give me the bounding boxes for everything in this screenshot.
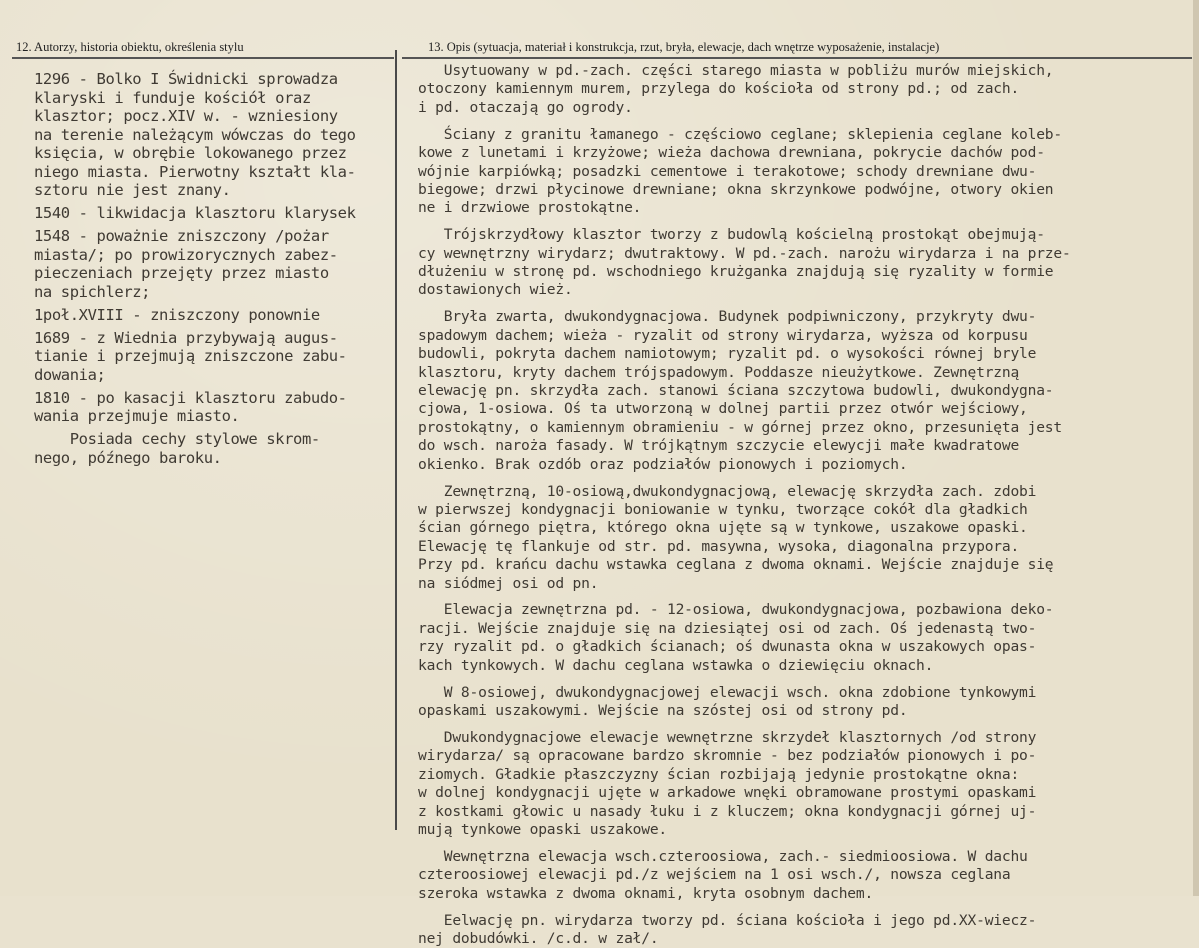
text-line: ziomych. Gładkie płaszczyzny ścian rozbijają jedynie prostokątne okna: <box>418 765 1020 783</box>
text-line: wania przejmuje miasto. <box>34 407 240 425</box>
text-line: wójnie karpiówką; posadzki cementowe i terakotowe; schody drewniane dwu- <box>418 162 1037 180</box>
column-divider <box>395 50 397 830</box>
text-line: prostokątny, o kamiennym obramieniu - w górnej przez okno, przesunięta jest <box>418 418 1062 436</box>
text-line: nego, późnego baroku. <box>34 448 222 467</box>
text-line: elewację pn. skrzydła zach. stanowi ściana szczytowa budowli, dwukondygna- <box>418 382 1054 399</box>
description-paragraph <box>418 62 1193 117</box>
text-line: z kostkami głowic u nasady łuku i z kluczem; okna kondygnacji górnej uj- <box>418 802 1037 820</box>
section-13-header: 13. Opis (sytuacja, materiał i konstrukcja, rzut, bryła, elewacje, dach wnętrze wyposażenie, instalacje) <box>428 40 940 54</box>
paragraph-gap <box>418 218 1193 227</box>
text-line: pieczeniach przejęty przez miasto <box>34 264 329 282</box>
description-paragraph <box>418 684 1193 721</box>
description-paragraph <box>418 848 1193 903</box>
text-line: Bryła zwarta, dwukondygnacjowa. Budynek podpiwniczony, przykryty dwu- <box>418 308 1037 326</box>
text-line: kach tynkowych. W dachu ceglana wstawka o dziewięciu oknach. <box>418 656 934 674</box>
description-paragraph <box>418 126 1193 218</box>
history-entry <box>34 306 392 325</box>
text-line: biegowe; drzwi płycinowe drewniane; okna skrzynkowe podwójne, otwory okien <box>418 180 1054 198</box>
text-line: Wewnętrzna elewacja wsch.czteroosiowa, zach.- siedmioosiowa. W dachu <box>418 847 1028 865</box>
text-line: Trójskrzydłowy klasztor tworzy z budowlą kościelną prostokąt obejmują- <box>418 226 1045 244</box>
page-edge <box>1193 0 1199 896</box>
text-line: Eelwację pn. wirydarza tworzy pd. ściana kościoła i jego pd.XX-wiecz- <box>418 911 1037 929</box>
text-line: opaskami uszakowymi. Wejście na szóstej osi od strony pd. <box>418 702 908 719</box>
text-line: Posiada cechy stylowe skrom- <box>34 430 320 448</box>
text-line: nej dobudówki. /c.d. w zał/. <box>418 929 659 947</box>
paragraph-gap <box>418 903 1193 912</box>
history-entry <box>34 70 392 200</box>
text-line: mują tynkowe opaski uszakowe. <box>418 820 667 838</box>
text-line: niego miasta. Pierwotny kształt kla- <box>34 162 356 181</box>
description-paragraph <box>418 912 1193 948</box>
text-line: racji. Wejście znajduje się na dziesiątej osi od zach. Oś jedenastą two- <box>418 619 1037 637</box>
text-line: dowania; <box>34 365 106 384</box>
text-line: rzy ryzalit pd. o gładkich ścianach; oś dwunasta okna w uszakowych opas- <box>418 638 1037 656</box>
text-line: ne i drzwiowe prostokątne. <box>418 199 642 217</box>
text-line: klaryski i funduje kościół oraz <box>34 88 311 107</box>
history-entry <box>34 329 392 385</box>
text-line: Przy pd. krańcu dachu wstawka ceglana z dwoma oknami. Wejście znajduje się <box>418 556 1054 574</box>
history-entry <box>34 389 392 426</box>
paragraph-gap <box>418 675 1193 684</box>
history-column <box>34 70 392 467</box>
text-line: Elewacja zewnętrzna pd. - 12-osiowa, dwukondygnacjowa, pozbawiona deko- <box>418 601 1054 619</box>
header-underline-left <box>12 57 394 59</box>
text-line: klasztoru, kryty dachem trójspadowym. Poddasze nieużytkowe. Zewnętrzną <box>418 363 1020 381</box>
paragraph-gap <box>418 300 1193 309</box>
text-line: 1810 - po kasacji klasztoru zabudo- <box>34 388 347 407</box>
text-line: spadowym dachem; wieża - ryzalit od strony wirydarza, wyższa od korpusu <box>418 326 1028 344</box>
paragraph-gap <box>418 720 1193 729</box>
text-line: 1poł.XVIII - zniszczony ponownie <box>34 305 320 324</box>
paragraph-gap <box>418 593 1193 602</box>
description-paragraph <box>418 308 1193 474</box>
text-line: klasztor; pocz.XIV w. - wzniesiony <box>34 107 338 125</box>
description-paragraph <box>418 601 1193 675</box>
text-line: budowli, pokryta dachem namiotowym; ryzalit pd. o wysokości równej bryle <box>418 345 1037 363</box>
text-line: otoczony kamiennym murem, przylega do kościoła od strony pd.; od zach. <box>418 80 1020 98</box>
description-column <box>418 62 1193 948</box>
description-paragraph <box>418 483 1193 593</box>
text-line: dostawionych wież. <box>418 281 573 299</box>
text-line: Ściany z granitu łamanego - częściowo ceglane; sklepienia ceglane koleb- <box>418 125 1062 143</box>
text-line: 1689 - z Wiednia przybywają augus- <box>34 328 338 347</box>
text-line: w pierwszej kondygnacji boniowanie w tynku, tworzące cokół dla gładkich <box>418 500 1028 518</box>
text-line: tianie i przejmują zniszczone zabu- <box>34 347 347 365</box>
history-entry <box>34 204 392 223</box>
text-line: ścian górnego piętra, którego okna ujęte są w tynkowe, uszakowe opaski. <box>418 519 1028 537</box>
text-line: Elewację tę flankuje od str. pd. masywna, wysoka, diagonalna przypora. <box>418 537 1020 555</box>
text-line: na spichlerz; <box>34 282 151 301</box>
paragraph-gap <box>418 839 1193 848</box>
text-line: na terenie należącym wówczas do tego <box>34 125 356 144</box>
text-line: na siódmej osi od pn. <box>418 574 599 592</box>
text-line: cjowa, 1-osiowa. Oś ta utworzoną w dolnej partii przez otwór wejściowy, <box>418 400 1028 418</box>
paragraph-gap <box>418 474 1193 483</box>
text-line: czteroosiowej elewacji pd./z wejściem na 1 osi wsch./, nowsza ceglana <box>418 866 1011 884</box>
text-line: 1296 - Bolko I Świdnicki sprowadza <box>34 70 338 88</box>
text-line: 1548 - poważnie zniszczony /pożar <box>34 227 329 245</box>
text-line: W 8-osiowej, dwukondygnacjowej elewacji wsch. okna zdobione tynkowymi <box>418 683 1037 701</box>
section-12-header: 12. Autorzy, historia obiektu, określenia stylu <box>16 40 244 54</box>
text-line: szeroka wstawka z dwoma oknami, kryta osobnym dachem. <box>418 884 874 902</box>
text-line: i pd. otaczają go ogrody. <box>418 98 633 116</box>
text-line: wirydarza/ są opracowane bardzo skromnie - bez podziałów pionowych i po- <box>418 747 1037 765</box>
description-paragraph <box>418 729 1193 839</box>
header-underline-right <box>402 57 1192 59</box>
text-line: księcia, w obrębie lokowanego przez <box>34 144 347 162</box>
text-line: cy wewnętrzny wirydarz; dwutraktowy. W pd.-zach. narożu wirydarza i na prze- <box>418 244 1071 262</box>
history-entry <box>34 430 392 467</box>
text-line: sztoru nie jest znany. <box>34 181 231 199</box>
paragraph-gap <box>418 117 1193 126</box>
text-line: do wsch. naroża fasady. W trójkątnym szczycie elewycji małe kwadratowe <box>418 437 1020 455</box>
text-line: Dwukondygnacjowe elewacje wewnętrzne skrzydeł klasztornych /od strony <box>418 728 1037 746</box>
text-line: Usytuowany w pd.-zach. części starego miasta w pobliżu murów miejskich, <box>418 62 1054 79</box>
history-entry <box>34 227 392 301</box>
text-line: w dolnej kondygnacji ujęte w arkadowe wnęki obramowane prostymi opaskami <box>418 784 1037 802</box>
text-line: dłużeniu w stronę pd. wschodniego krużganka znajdują się ryzality w formie <box>418 263 1054 281</box>
text-line: miasta/; po prowizorycznych zabez- <box>34 245 338 264</box>
text-line: kowe z lunetami i krzyżowe; wieża dachowa drewniana, pokrycie dachów pod- <box>418 144 1045 162</box>
text-line: okienko. Brak ozdób oraz podziałów pionowych i poziomych. <box>418 455 908 473</box>
description-paragraph <box>418 226 1193 300</box>
text-line: Zewnętrzną, 10-osiową,dwukondygnacjową, elewację skrzydła zach. zdobi <box>418 482 1037 500</box>
text-line: 1540 - likwidacja klasztoru klarysek <box>34 204 356 222</box>
